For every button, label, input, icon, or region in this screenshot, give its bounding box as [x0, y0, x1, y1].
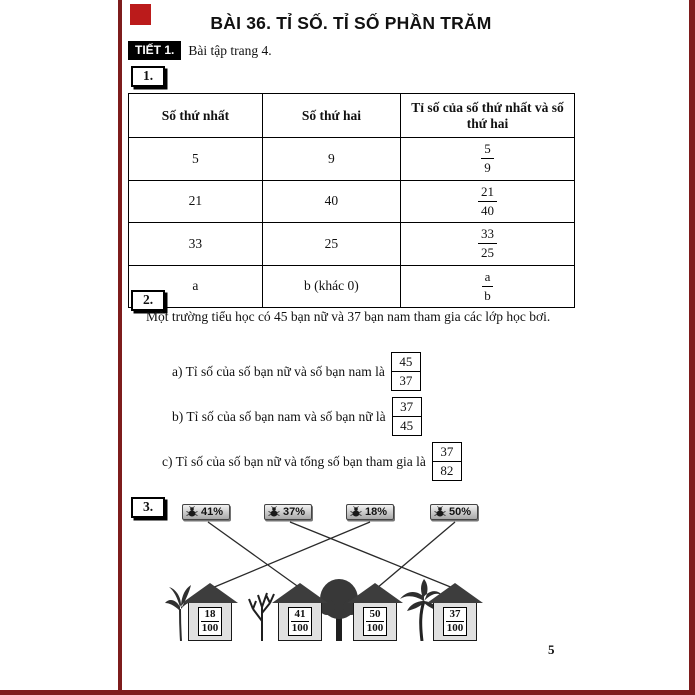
- fraction: [481, 141, 494, 177]
- percent-label: 41%: [201, 506, 224, 518]
- cell-ratio: [401, 223, 575, 266]
- answer-line-b: [172, 397, 422, 436]
- house-fraction: [443, 607, 468, 636]
- house-body: [188, 603, 232, 641]
- house-roof: [182, 583, 238, 603]
- matching-exercise: [150, 500, 580, 658]
- fraction-denominator: 45: [400, 418, 414, 433]
- right-accent-bar: [689, 0, 695, 695]
- fraction-denominator: 100: [201, 622, 219, 634]
- bug-icon: [350, 506, 362, 518]
- fraction-numerator: 41: [291, 608, 310, 622]
- lesson-header: [128, 41, 272, 60]
- bug-icon: [186, 506, 198, 518]
- page-number: 5: [548, 642, 555, 657]
- table-row: [129, 265, 575, 308]
- boxed-fraction: [392, 397, 422, 436]
- cell-second-number: b (khác 0): [262, 265, 400, 308]
- fraction-numerator: 33: [478, 226, 497, 244]
- percent-label: 50%: [449, 506, 472, 518]
- bug-icon: [268, 506, 280, 518]
- exercise-1-number: 1.: [131, 66, 165, 87]
- answer-label: b) Tỉ số của số bạn nam và số bạn nữ là: [172, 408, 386, 424]
- boxed-fraction: [391, 352, 421, 391]
- table-row: [129, 223, 575, 266]
- percent-label: 18%: [365, 506, 388, 518]
- column-header: Số thứ hai: [262, 94, 400, 138]
- page-title: BÀI 36. TỈ SỐ. TỈ SỐ PHẦN TRĂM: [210, 13, 492, 33]
- fraction: [478, 226, 497, 262]
- answer-line-a: [172, 352, 421, 391]
- fraction-numerator: 21: [478, 184, 497, 202]
- house-icon: [182, 583, 238, 641]
- fraction: [478, 184, 497, 220]
- cell-first-number: 21: [129, 180, 263, 223]
- table-row: [129, 180, 575, 223]
- fraction-denominator: 100: [291, 622, 309, 634]
- bug-icon: [434, 506, 446, 518]
- lesson-subtitle: Bài tập trang 4.: [188, 42, 272, 58]
- cell-first-number: 5: [129, 138, 263, 181]
- house-icon: [347, 583, 403, 641]
- cell-first-number: 33: [129, 223, 263, 266]
- answer-label: a) Tỉ số của số bạn nữ và số bạn nam là: [172, 363, 385, 379]
- house-icon: [272, 583, 328, 641]
- boxed-fraction: [432, 442, 462, 481]
- percent-tag: [182, 504, 230, 520]
- cell-second-number: 9: [262, 138, 400, 181]
- fraction-numerator: 18: [201, 608, 220, 622]
- percent-tag: [346, 504, 394, 520]
- house-fraction: [363, 607, 388, 636]
- fraction-numerator: a: [482, 269, 494, 287]
- bottom-accent-bar: [0, 690, 695, 695]
- cell-second-number: 25: [262, 223, 400, 266]
- fraction-numerator: 37: [393, 398, 421, 417]
- house-roof: [347, 583, 403, 603]
- house-roof: [272, 583, 328, 603]
- ratio-table: [128, 93, 575, 308]
- fraction-denominator: 100: [366, 622, 384, 634]
- fraction-numerator: 5: [481, 141, 494, 159]
- house-fraction: [288, 607, 313, 636]
- cell-first-number: a: [129, 265, 263, 308]
- fraction-numerator: 37: [446, 608, 465, 622]
- fraction-denominator: 25: [481, 245, 495, 261]
- table-row: [129, 138, 575, 181]
- percent-tag: [430, 504, 478, 520]
- house-body: [278, 603, 322, 641]
- column-header: Tỉ số của số thứ nhất và số thứ hai: [401, 94, 575, 138]
- fraction-denominator: b: [484, 287, 491, 303]
- cell-ratio: [401, 138, 575, 181]
- house-fraction: [198, 607, 223, 636]
- cell-ratio: [401, 180, 575, 223]
- answer-label: c) Tỉ số của số bạn nữ và tổng số bạn tham gia là: [162, 453, 426, 469]
- house-icon: [427, 583, 483, 641]
- exercise-2-number: 2.: [131, 290, 165, 311]
- percent-tag: [264, 504, 312, 520]
- cell-ratio: [401, 265, 575, 308]
- house-body: [353, 603, 397, 641]
- column-header: Số thứ nhất: [129, 94, 263, 138]
- exercise-2-intro: Một trường tiểu học có 45 bạn nữ và 37 bạn nam tham gia các lớp học bơi.: [146, 309, 551, 324]
- table-header-row: [129, 94, 575, 138]
- fraction-numerator: 50: [366, 608, 385, 622]
- cell-second-number: 40: [262, 180, 400, 223]
- percent-label: 37%: [283, 506, 306, 518]
- answer-line-c: [162, 442, 462, 481]
- fraction-denominator: 82: [440, 463, 454, 478]
- fraction-denominator: 37: [399, 373, 413, 388]
- lesson-badge: TIẾT 1.: [128, 41, 181, 60]
- fraction: [482, 269, 494, 305]
- fraction-denominator: 100: [446, 622, 464, 634]
- house-roof: [427, 583, 483, 603]
- house-body: [433, 603, 477, 641]
- left-accent-bar: [118, 0, 122, 695]
- fraction-denominator: 40: [481, 202, 495, 218]
- fraction-numerator: 45: [392, 353, 420, 372]
- fraction-denominator: 9: [484, 160, 491, 176]
- fraction-numerator: 37: [433, 443, 461, 462]
- exercise-3-number: 3.: [131, 497, 165, 518]
